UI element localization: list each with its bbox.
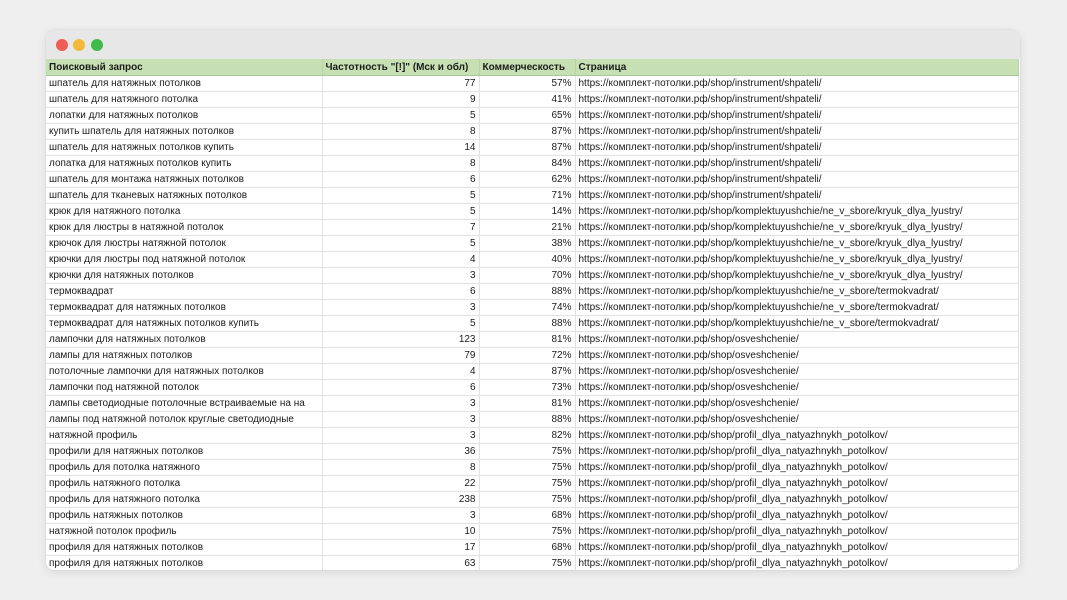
table-row [46,508,1018,524]
page-url-cell[interactable]: https://комплект-потолки.рф/shop/profil_dlya_natyazhnykh_potolkov/ [575,428,1018,444]
commercial-cell[interactable]: 73% [479,380,575,396]
table-row [46,268,1018,284]
commercial-cell[interactable]: 70% [479,268,575,284]
query-cell[interactable]: купить шпатель для натяжных потолков [46,124,322,140]
table-row [46,252,1018,268]
minimize-window-button[interactable] [73,39,85,51]
window-titlebar [46,30,1020,59]
commercial-cell[interactable]: 84% [479,156,575,172]
query-cell[interactable]: лампы под натяжной потолок круглые светодиодные [46,412,322,428]
query-cell[interactable]: лопатки для натяжных потолков [46,108,322,124]
table-row [46,284,1018,300]
page-url-cell[interactable]: https://комплект-потолки.рф/shop/komplektuyushchie/ne_v_sbore/kryuk_dlya_lyustry/ [575,252,1018,268]
page-url-cell[interactable]: https://комплект-потолки.рф/shop/profil_dlya_natyazhnykh_potolkov/ [575,476,1018,492]
query-cell[interactable]: крюк для натяжного потолка [46,204,322,220]
page-url-cell[interactable]: https://комплект-потолки.рф/shop/komplektuyushchie/ne_v_sbore/termokvadrat/ [575,300,1018,316]
table-row [46,220,1018,236]
page-url-cell[interactable]: https://комплект-потолки.рф/shop/osveshchenie/ [575,332,1018,348]
query-cell[interactable]: профиль для потолка натяжного [46,460,322,476]
query-cell[interactable]: термоквадрат для натяжных потолков [46,300,322,316]
table-row [46,540,1018,556]
frequency-cell[interactable]: 7 [322,220,479,236]
commercial-cell[interactable]: 71% [479,188,575,204]
page-url-cell[interactable]: https://комплект-потолки.рф/shop/instrument/shpateli/ [575,124,1018,140]
frequency-cell[interactable]: 9 [322,92,479,108]
frequency-cell[interactable]: 5 [322,316,479,332]
commercial-cell[interactable]: 87% [479,364,575,380]
page-url-cell[interactable]: https://комплект-потолки.рф/shop/profil_dlya_natyazhnykh_potolkov/ [575,524,1018,540]
table-row [46,236,1018,252]
table-row [46,428,1018,444]
header-frequency[interactable]: Частотность "[!]" (Мск и обл) [322,59,479,76]
page-url-cell[interactable]: https://комплект-потолки.рф/shop/komplektuyushchie/ne_v_sbore/kryuk_dlya_lyustry/ [575,268,1018,284]
query-cell[interactable]: профиля для натяжных потолков [46,556,322,571]
commercial-cell[interactable]: 62% [479,172,575,188]
commercial-cell[interactable]: 68% [479,540,575,556]
query-cell[interactable]: профили для натяжных потолков [46,444,322,460]
commercial-cell[interactable]: 88% [479,284,575,300]
query-cell[interactable]: профиль для натяжного потолка [46,492,322,508]
frequency-cell[interactable]: 4 [322,252,479,268]
close-window-button[interactable] [56,39,68,51]
page-url-cell[interactable]: https://комплект-потолки.рф/shop/komplektuyushchie/ne_v_sbore/termokvadrat/ [575,284,1018,300]
page-url-cell[interactable]: https://комплект-потолки.рф/shop/osveshchenie/ [575,348,1018,364]
table-row [46,364,1018,380]
table-row [46,188,1018,204]
frequency-cell[interactable]: 17 [322,540,479,556]
commercial-cell[interactable]: 41% [479,92,575,108]
query-cell[interactable]: шпатель для натяжного потолка [46,92,322,108]
page-url-cell[interactable]: https://комплект-потолки.рф/shop/instrument/shpateli/ [575,140,1018,156]
query-cell[interactable]: крючки для натяжных потолков [46,268,322,284]
page-url-cell[interactable]: https://комплект-потолки.рф/shop/instrument/shpateli/ [575,188,1018,204]
query-cell[interactable]: шпатель для монтажа натяжных потолков [46,172,322,188]
keywords-table [46,59,1019,570]
maximize-window-button[interactable] [91,39,103,51]
query-cell[interactable]: профиля для натяжных потолков [46,540,322,556]
table-row [46,140,1018,156]
query-cell[interactable]: крючок для люстры натяжной потолок [46,236,322,252]
frequency-cell[interactable]: 6 [322,284,479,300]
frequency-cell[interactable]: 3 [322,508,479,524]
commercial-cell[interactable]: 21% [479,220,575,236]
query-cell[interactable]: лампочки для натяжных потолков [46,332,322,348]
page-url-cell[interactable]: https://комплект-потолки.рф/shop/komplektuyushchie/ne_v_sbore/kryuk_dlya_lyustry/ [575,204,1018,220]
table-row [46,412,1018,428]
page-url-cell[interactable]: https://комплект-потолки.рф/shop/instrument/shpateli/ [575,76,1018,92]
frequency-cell[interactable]: 3 [322,268,479,284]
table-row [46,348,1018,364]
commercial-cell[interactable]: 14% [479,204,575,220]
frequency-cell[interactable]: 5 [322,204,479,220]
page-url-cell[interactable]: https://комплект-потолки.рф/shop/osveshchenie/ [575,364,1018,380]
page-url-cell[interactable]: https://комплект-потолки.рф/shop/komplektuyushchie/ne_v_sbore/kryuk_dlya_lyustry/ [575,220,1018,236]
spreadsheet-grid [46,59,1020,570]
frequency-cell[interactable]: 3 [322,300,479,316]
query-cell[interactable]: натяжной профиль [46,428,322,444]
table-row [46,204,1018,220]
query-cell[interactable]: лампы для натяжных потолков [46,348,322,364]
page-url-cell[interactable]: https://комплект-потолки.рф/shop/profil_dlya_natyazhnykh_potolkov/ [575,492,1018,508]
commercial-cell[interactable]: 81% [479,396,575,412]
page-url-cell[interactable]: https://комплект-потолки.рф/shop/instrument/shpateli/ [575,156,1018,172]
commercial-cell[interactable]: 68% [479,508,575,524]
frequency-cell[interactable]: 10 [322,524,479,540]
frequency-cell[interactable]: 14 [322,140,479,156]
spreadsheet-window [46,30,1020,570]
table-row [46,460,1018,476]
page-url-cell[interactable]: https://комплект-потолки.рф/shop/komplektuyushchie/ne_v_sbore/kryuk_dlya_lyustry/ [575,236,1018,252]
page-url-cell[interactable]: https://комплект-потолки.рф/shop/instrument/shpateli/ [575,172,1018,188]
table-row [46,396,1018,412]
frequency-cell[interactable]: 36 [322,444,479,460]
query-cell[interactable]: профиль натяжных потолков [46,508,322,524]
table-row [46,444,1018,460]
frequency-cell[interactable]: 5 [322,188,479,204]
table-row [46,556,1018,571]
frequency-cell[interactable]: 4 [322,364,479,380]
commercial-cell[interactable]: 75% [479,492,575,508]
frequency-cell[interactable]: 238 [322,492,479,508]
frequency-cell[interactable]: 22 [322,476,479,492]
commercial-cell[interactable]: 65% [479,108,575,124]
commercial-cell[interactable]: 87% [479,140,575,156]
commercial-cell[interactable]: 82% [479,428,575,444]
table-row [46,124,1018,140]
commercial-cell[interactable]: 74% [479,300,575,316]
query-cell[interactable]: профиль натяжного потолка [46,476,322,492]
table-row [46,316,1018,332]
page-url-cell[interactable]: https://комплект-потолки.рф/shop/profil_dlya_natyazhnykh_potolkov/ [575,444,1018,460]
table-row [46,92,1018,108]
table-row [46,300,1018,316]
page-url-cell[interactable]: https://комплект-потолки.рф/shop/instrument/shpateli/ [575,92,1018,108]
table-body [46,76,1018,571]
commercial-cell[interactable]: 75% [479,524,575,540]
query-cell[interactable]: шпатель для натяжных потолков [46,76,322,92]
commercial-cell[interactable]: 75% [479,556,575,571]
frequency-cell[interactable]: 77 [322,76,479,92]
page-url-cell[interactable]: https://комплект-потолки.рф/shop/profil_dlya_natyazhnykh_potolkov/ [575,508,1018,524]
query-cell[interactable]: лампочки под натяжной потолок [46,380,322,396]
commercial-cell[interactable]: 72% [479,348,575,364]
frequency-cell[interactable]: 6 [322,172,479,188]
table-row [46,380,1018,396]
header-commercial[interactable]: Коммерческость [479,59,575,76]
commercial-cell[interactable]: 40% [479,252,575,268]
table-row [46,76,1018,92]
commercial-cell[interactable]: 75% [479,444,575,460]
frequency-cell[interactable]: 3 [322,428,479,444]
frequency-cell[interactable]: 6 [322,380,479,396]
commercial-cell[interactable]: 87% [479,124,575,140]
page-url-cell[interactable]: https://комплект-потолки.рф/shop/osveshchenie/ [575,396,1018,412]
table-row [46,492,1018,508]
query-cell[interactable]: натяжной потолок профиль [46,524,322,540]
page-url-cell[interactable]: https://комплект-потолки.рф/shop/profil_dlya_natyazhnykh_potolkov/ [575,460,1018,476]
table-row [46,524,1018,540]
frequency-cell[interactable]: 8 [322,124,479,140]
frequency-cell[interactable]: 3 [322,412,479,428]
query-cell[interactable]: шпатель для натяжных потолков купить [46,140,322,156]
page-url-cell[interactable]: https://комплект-потолки.рф/shop/instrument/shpateli/ [575,108,1018,124]
commercial-cell[interactable]: 75% [479,460,575,476]
frequency-cell[interactable]: 8 [322,156,479,172]
frequency-cell[interactable]: 8 [322,460,479,476]
query-cell[interactable]: крючки для люстры под натяжной потолок [46,252,322,268]
page-url-cell[interactable]: https://комплект-потолки.рф/shop/osveshchenie/ [575,380,1018,396]
frequency-cell[interactable]: 63 [322,556,479,571]
page-url-cell[interactable]: https://комплект-потолки.рф/shop/profil_dlya_natyazhnykh_potolkov/ [575,540,1018,556]
page-url-cell[interactable]: https://комплект-потолки.рф/shop/osveshchenie/ [575,412,1018,428]
query-cell[interactable]: термоквадрат [46,284,322,300]
commercial-cell[interactable]: 88% [479,412,575,428]
frequency-cell[interactable]: 5 [322,108,479,124]
commercial-cell[interactable]: 57% [479,76,575,92]
header-row [46,59,1018,76]
query-cell[interactable]: лопатка для натяжных потолков купить [46,156,322,172]
frequency-cell[interactable]: 5 [322,236,479,252]
table-row [46,476,1018,492]
frequency-cell[interactable]: 123 [322,332,479,348]
frequency-cell[interactable]: 79 [322,348,479,364]
table-row [46,172,1018,188]
table-row [46,156,1018,172]
header-query[interactable]: Поисковый запрос [46,59,322,76]
query-cell[interactable]: шпатель для тканевых натяжных потолков [46,188,322,204]
query-cell[interactable]: лампы светодиодные потолочные встраиваемые на на [46,396,322,412]
commercial-cell[interactable]: 88% [479,316,575,332]
query-cell[interactable]: крюк для люстры в натяжной потолок [46,220,322,236]
header-page[interactable]: Страница [575,59,1018,76]
query-cell[interactable]: потолочные лампочки для натяжных потолков [46,364,322,380]
table-row [46,332,1018,348]
page-url-cell[interactable]: https://комплект-потолки.рф/shop/profil_dlya_natyazhnykh_potolkov/ [575,556,1018,571]
commercial-cell[interactable]: 38% [479,236,575,252]
commercial-cell[interactable]: 81% [479,332,575,348]
page-url-cell[interactable]: https://комплект-потолки.рф/shop/komplektuyushchie/ne_v_sbore/termokvadrat/ [575,316,1018,332]
commercial-cell[interactable]: 75% [479,476,575,492]
query-cell[interactable]: термоквадрат для натяжных потолков купить [46,316,322,332]
table-row [46,108,1018,124]
frequency-cell[interactable]: 3 [322,396,479,412]
